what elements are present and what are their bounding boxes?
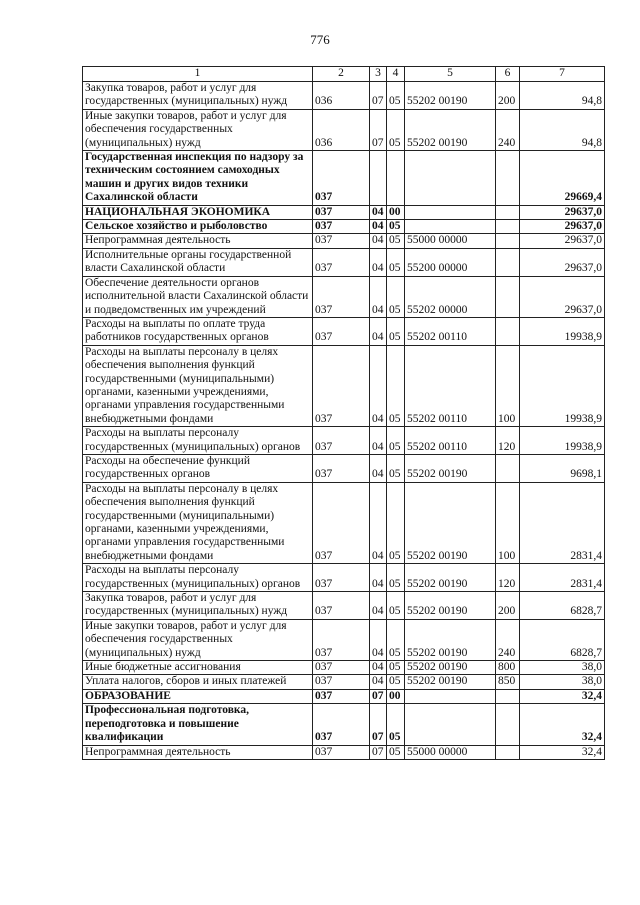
amount: 2831,4 (520, 564, 605, 592)
section-code: 07 (370, 82, 387, 110)
table-row (83, 564, 605, 592)
table-row (83, 427, 605, 455)
expense-name: Иные бюджетные ассигнования (83, 661, 313, 675)
expense-name: Закупка товаров, работ и услуг для государственных (муниципальных) нужд (83, 592, 313, 620)
expense-name: Закупка товаров, работ и услуг для государственных (муниципальных) нужд (83, 82, 313, 110)
expense-type-code: 100 (496, 482, 520, 563)
section-code: 04 (370, 661, 387, 675)
section-code (370, 151, 387, 206)
table-row (83, 109, 605, 150)
ministry-code: 037 (313, 661, 370, 675)
expense-type-code (496, 248, 520, 276)
table-row (83, 592, 605, 620)
expense-name: Иные закупки товаров, работ и услуг для обеспечения государственных (муниципальных) нужд (83, 619, 313, 660)
table-row (83, 689, 605, 703)
subsection-code: 05 (387, 661, 405, 675)
section-code: 04 (370, 482, 387, 563)
section-code: 04 (370, 234, 387, 248)
col-5-header: 5 (405, 67, 496, 82)
section-code: 07 (370, 704, 387, 745)
expense-type-code: 200 (496, 592, 520, 620)
expense-name: Расходы на выплаты персоналу в целях обеспечения выполнения функций государственными (муниципальными) органами, казенными учреждениями, органами управления государственными внебюджетными фондами (83, 345, 313, 426)
target-article-code: 55202 00190 (405, 675, 496, 689)
table-row (83, 745, 605, 759)
subsection-code: 05 (387, 745, 405, 759)
expense-name: Государственная инспекция по надзору за техническим состоянием самоходных машин и других видов техники Сахалинской области (83, 151, 313, 206)
subsection-code: 05 (387, 592, 405, 620)
expense-type-code (496, 454, 520, 482)
amount: 94,8 (520, 109, 605, 150)
target-article-code: 55200 00000 (405, 248, 496, 276)
expense-name: Расходы на выплаты персоналу государственных (муниципальных) органов (83, 564, 313, 592)
ministry-code: 037 (313, 317, 370, 345)
subsection-code: 05 (387, 82, 405, 110)
budget-table (82, 66, 605, 760)
col-2-header: 2 (313, 67, 370, 82)
table-row (83, 205, 605, 219)
section-code: 04 (370, 427, 387, 455)
amount: 19938,9 (520, 345, 605, 426)
col-4-header: 4 (387, 67, 405, 82)
table-row (83, 619, 605, 660)
expense-name: Уплата налогов, сборов и иных платежей (83, 675, 313, 689)
table-row (83, 675, 605, 689)
subsection-code: 05 (387, 109, 405, 150)
subsection-code: 05 (387, 704, 405, 745)
table-row (83, 220, 605, 234)
table-body (83, 82, 605, 760)
target-article-code (405, 704, 496, 745)
ministry-code: 037 (313, 205, 370, 219)
subsection-code: 05 (387, 317, 405, 345)
amount: 38,0 (520, 661, 605, 675)
expense-name: Сельское хозяйство и рыболовство (83, 220, 313, 234)
amount: 29637,0 (520, 234, 605, 248)
expense-type-code (496, 689, 520, 703)
target-article-code: 55000 00000 (405, 234, 496, 248)
expense-type-code: 120 (496, 427, 520, 455)
section-code: 04 (370, 454, 387, 482)
expense-name: Непрограммная деятельность (83, 745, 313, 759)
expense-type-code (496, 234, 520, 248)
target-article-code: 55202 00190 (405, 454, 496, 482)
col-6-header: 6 (496, 67, 520, 82)
expense-name: Расходы на выплаты персоналу государственных (муниципальных) органов (83, 427, 313, 455)
amount: 29637,0 (520, 205, 605, 219)
ministry-code: 037 (313, 564, 370, 592)
amount: 94,8 (520, 82, 605, 110)
amount: 19938,9 (520, 317, 605, 345)
subsection-code: 05 (387, 345, 405, 426)
section-code: 04 (370, 248, 387, 276)
ministry-code: 037 (313, 592, 370, 620)
ministry-code: 037 (313, 675, 370, 689)
subsection-code: 05 (387, 234, 405, 248)
section-code: 04 (370, 675, 387, 689)
target-article-code: 55202 00190 (405, 109, 496, 150)
table-row (83, 248, 605, 276)
table-row (83, 454, 605, 482)
subsection-code: 05 (387, 564, 405, 592)
expense-type-code (496, 276, 520, 317)
section-code: 04 (370, 205, 387, 219)
expense-type-code (496, 745, 520, 759)
target-article-code: 55202 00190 (405, 592, 496, 620)
section-code: 07 (370, 689, 387, 703)
amount: 29637,0 (520, 276, 605, 317)
ministry-code: 036 (313, 82, 370, 110)
col-1-header: 1 (83, 67, 313, 82)
amount: 19938,9 (520, 427, 605, 455)
section-code: 04 (370, 220, 387, 234)
subsection-code: 05 (387, 427, 405, 455)
ministry-code: 036 (313, 109, 370, 150)
section-code: 07 (370, 109, 387, 150)
target-article-code (405, 151, 496, 206)
expense-type-code: 200 (496, 82, 520, 110)
page-number: 776 (310, 32, 330, 47)
ministry-code: 037 (313, 220, 370, 234)
expense-name: Расходы на выплаты персоналу в целях обеспечения выполнения функций государственными (муниципальными) органами, казенными учреждениями, органами управления государственными внебюджетными фондами (83, 482, 313, 563)
subsection-code (387, 151, 405, 206)
table-row (83, 317, 605, 345)
expense-type-code: 240 (496, 619, 520, 660)
col-7-header: 7 (520, 67, 605, 82)
expense-name: НАЦИОНАЛЬНАЯ ЭКОНОМИКА (83, 205, 313, 219)
amount: 32,4 (520, 704, 605, 745)
column-number-header (83, 67, 605, 82)
table-row (83, 234, 605, 248)
target-article-code (405, 689, 496, 703)
target-article-code: 55000 00000 (405, 745, 496, 759)
ministry-code: 037 (313, 345, 370, 426)
table-row (83, 276, 605, 317)
table-row (83, 482, 605, 563)
expense-name: ОБРАЗОВАНИЕ (83, 689, 313, 703)
subsection-code: 05 (387, 276, 405, 317)
ministry-code: 037 (313, 151, 370, 206)
subsection-code: 00 (387, 205, 405, 219)
section-code: 07 (370, 745, 387, 759)
target-article-code: 55202 00190 (405, 619, 496, 660)
amount: 38,0 (520, 675, 605, 689)
table-row (83, 151, 605, 206)
ministry-code: 037 (313, 689, 370, 703)
target-article-code: 55202 00190 (405, 82, 496, 110)
ministry-code: 037 (313, 454, 370, 482)
expense-type-code (496, 205, 520, 219)
expense-name: Иные закупки товаров, работ и услуг для обеспечения государственных (муниципальных) нужд (83, 109, 313, 150)
amount: 29637,0 (520, 248, 605, 276)
expense-name: Расходы на выплаты по оплате труда работников государственных органов (83, 317, 313, 345)
amount: 2831,4 (520, 482, 605, 563)
expense-type-code: 850 (496, 675, 520, 689)
subsection-code: 05 (387, 248, 405, 276)
expense-type-code: 800 (496, 661, 520, 675)
expense-type-code (496, 220, 520, 234)
ministry-code: 037 (313, 619, 370, 660)
section-code: 04 (370, 345, 387, 426)
section-code: 04 (370, 564, 387, 592)
ministry-code: 037 (313, 427, 370, 455)
amount: 32,4 (520, 689, 605, 703)
ministry-code: 037 (313, 248, 370, 276)
expense-type-code (496, 704, 520, 745)
expense-type-code: 120 (496, 564, 520, 592)
target-article-code (405, 205, 496, 219)
section-code: 04 (370, 276, 387, 317)
subsection-code: 05 (387, 454, 405, 482)
amount: 29669,4 (520, 151, 605, 206)
target-article-code: 55202 00190 (405, 482, 496, 563)
amount: 9698,1 (520, 454, 605, 482)
expense-type-code: 240 (496, 109, 520, 150)
target-article-code (405, 220, 496, 234)
target-article-code: 55202 00110 (405, 345, 496, 426)
subsection-code: 05 (387, 482, 405, 563)
section-code: 04 (370, 619, 387, 660)
expense-type-code (496, 151, 520, 206)
target-article-code: 55202 00110 (405, 427, 496, 455)
expense-type-code (496, 317, 520, 345)
expense-name: Расходы на обеспечение функций государственных органов (83, 454, 313, 482)
expense-name: Профессиональная подготовка, переподготовка и повышение квалификации (83, 704, 313, 745)
expense-name: Непрограммная деятельность (83, 234, 313, 248)
target-article-code: 55202 00190 (405, 661, 496, 675)
ministry-code: 037 (313, 276, 370, 317)
target-article-code: 55202 00110 (405, 317, 496, 345)
table-row (83, 82, 605, 110)
amount: 6828,7 (520, 592, 605, 620)
expense-name: Исполнительные органы государственной власти Сахалинской области (83, 248, 313, 276)
subsection-code: 05 (387, 619, 405, 660)
expense-type-code: 100 (496, 345, 520, 426)
amount: 32,4 (520, 745, 605, 759)
col-3-header: 3 (370, 67, 387, 82)
subsection-code: 05 (387, 675, 405, 689)
amount: 6828,7 (520, 619, 605, 660)
ministry-code: 037 (313, 704, 370, 745)
section-code: 04 (370, 592, 387, 620)
ministry-code: 037 (313, 234, 370, 248)
table-row (83, 661, 605, 675)
target-article-code: 55202 00000 (405, 276, 496, 317)
subsection-code: 00 (387, 689, 405, 703)
section-code: 04 (370, 317, 387, 345)
ministry-code: 037 (313, 482, 370, 563)
subsection-code: 05 (387, 220, 405, 234)
table-row (83, 345, 605, 426)
table-row (83, 704, 605, 745)
target-article-code: 55202 00190 (405, 564, 496, 592)
ministry-code: 037 (313, 745, 370, 759)
amount: 29637,0 (520, 220, 605, 234)
expense-name: Обеспечение деятельности органов исполнительной власти Сахалинской области и подведомственных им учреждений (83, 276, 313, 317)
